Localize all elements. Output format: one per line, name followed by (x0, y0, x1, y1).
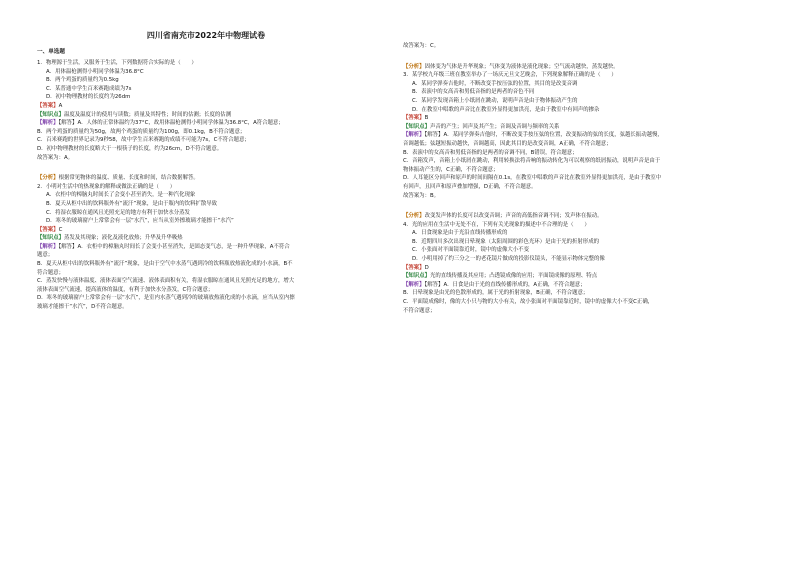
q4-option-a: A．日食现象是由于光沿直线传播形成的 (412, 230, 508, 237)
section-heading: 一、单选题 (37, 49, 65, 55)
answer-value: C (58, 226, 63, 233)
analysis-tag: 【分析】 (403, 213, 425, 220)
q4-solution-3b: 不符合题意； (403, 307, 436, 314)
q3-solution-5: 故答案为：B。 (403, 192, 440, 199)
solution-text: 【解答】A．人体的正常体温约为37°C，故用体温枪测得小明同学体温为36.8°C，A符合题意； (58, 120, 284, 127)
answer-tag: 【答案】 (37, 226, 59, 233)
q1-solution-4: D．初中物理教材的长度略大于一根筷子的长度，约为26cm，D不符合题意。 (37, 145, 223, 152)
knowledge-text: 蒸发及其现象；液化及液化放热；升华及升华吸热 (63, 235, 183, 242)
q1-option-d: D．初中物理教材的长度约为26dm (46, 94, 131, 101)
right-column (397, 0, 772, 562)
q2-knowledge-point (37, 234, 367, 243)
answer-tag: 【答案】 (37, 102, 59, 109)
q4-option-d: D．小明用掉了约三分之一的老花镜片做成的投影仪镜头，不能显示物体完整的像 (412, 256, 605, 263)
analysis-tag: 【分析】 (403, 63, 425, 70)
solution-text: 【解答】A．日食是由于光的直线传播形成的，A正确，不符合题意； (424, 281, 586, 288)
q4-solution-2: B．日晕现象是由光的色散形成的，属于光的折射现象，B正确，不符合题意； (403, 290, 589, 297)
q1-solution-1 (37, 119, 367, 128)
q3-option-d: D．在教室中唱歌的声音比在教室外显得更加洪亮，是由于教室中有回声的掺杂 (412, 106, 600, 113)
q2-solution-2b: 符合题意； (37, 269, 64, 276)
q1-stem: 1．物理源于生活，又服务于生活，下列数据符合实际的是（ ） (37, 60, 197, 66)
q3-stem: 3．某学校九年级三班在教室举办了一场庆元旦文艺晚会，下列现象解释正确的是（ ） (403, 72, 617, 79)
solution-tag: 【解析】 (403, 281, 425, 288)
q2-final-answer: 故答案为：C。 (403, 43, 440, 49)
analysis-tag: 【分析】 (37, 175, 59, 182)
paper-title: 四川省南充市2022年中物理试卷 (146, 31, 266, 40)
q3-option-c: C．某同学发现音箱上小纸屑在跳动，说明声音是由于物体振动产生的 (412, 97, 578, 104)
solution-tag: 【解析】 (403, 132, 425, 139)
answer-value: B (424, 115, 429, 122)
question-4 (403, 221, 764, 316)
question-2 (37, 183, 367, 312)
knowledge-text: 声音的产生；回声及其产生；音调及音调与频率的关系 (429, 123, 560, 130)
q2-option-a: A．衣柜中的樟脑丸时间长了会变小甚至消失，是一种汽化现象 (46, 192, 196, 199)
q1-solution-5: 故答案为：A。 (37, 154, 74, 161)
analysis-text: 固体变为气体是升华现象；气体变为液体是液化现象；空气流动越快，蒸发越快。 (424, 63, 619, 70)
q3-option-b: B．表演中的女高音和男低音指的是两者的音色不同 (412, 89, 535, 96)
solution-text: 【解答】A．某同学弹奏吉他时，不断改变手按压弦的位置，改变振动的弦的长度，弦越长振动越慢， (424, 132, 663, 139)
q2-solution-1b: 题意； (37, 252, 54, 259)
knowledge-text: 光的直线传播及其应用；凸透镜成像的应用；平面镜成像的原理、特点 (429, 273, 598, 280)
answer-tag: 【答案】 (403, 264, 425, 271)
q1-option-c: C．某普通中学生百米赛跑成绩为7s (46, 85, 132, 92)
q2-option-b: B．夏天从柜中出的饮料瓶外有“流汗”现象，是由于瓶内的饮料扩散导致 (46, 200, 218, 207)
q3-solution-1b: 音调越低；弦越短振动越快，音调越高，因此其目的是改变音调，A正确，不符合题意； (403, 140, 612, 147)
q3-solution-1 (403, 131, 764, 140)
q2-answer (37, 226, 367, 235)
q2-solution-2: B．夏天从柜中出的饮料瓶外有“流汗”现象，是由于空气中水蒸气遇到冷的饮料瓶放热液化成的小水滴，B不 (37, 261, 293, 268)
q1-solution-2: B．两个鸡蛋的质量约为50g，故两个鸡蛋的质量约为100g，即0.1kg，B不符合题意； (37, 128, 246, 135)
q2-solution-4: D．寒冬的玻璃窗户上常常会有一层“水汽”，是室内水蒸气遇到冷的玻璃放热液化成的小水滴，应当从室内擦 (37, 295, 295, 302)
q4-stem: 4．光的应用在生活中无处不在，下列有关光现象的描述中不合理的是（ ） (403, 221, 590, 228)
q1-analysis (37, 174, 367, 183)
analysis-text: 改变发声体的长度可以改变音调；声音的高低指音调不同；发声体在振动。 (424, 213, 603, 220)
q2-solution-3b: 液体表面空气流速，提高液体的温度，有利于加快水分蒸发，C符合题意； (37, 286, 214, 293)
q3-analysis (403, 212, 764, 221)
q1-knowledge-point (37, 111, 367, 120)
q3-solution-3: C．音箱发声，音箱上小纸屑在跳动，利用转换法将音响的振动转化为可以观察的纸屑振动，说明声音是由于 (403, 158, 661, 165)
answer-tag: 【答案】 (403, 115, 425, 122)
left-column (0, 0, 375, 562)
solution-tag: 【解析】 (37, 120, 59, 127)
q4-option-c: C．小张面对平面镜靠近时，镜中的虚像大小不变 (412, 247, 529, 254)
q2-option-d: D．寒冬的玻璃窗户上常常会有一层“水汽”，应当从室外擦玻璃才能擦干“水汽” (46, 218, 234, 225)
q2-option-c: C．将湿衣服晾在通风且光照充足的地方有利于加快水分蒸发 (46, 209, 190, 216)
q4-option-b: B．近期四川多次出现日晕现象（太阳周围的彩色光环）是由于光的折射形成的 (412, 238, 599, 245)
q2-analysis (403, 63, 764, 72)
knowledge-tag: 【知识点】 (37, 235, 64, 242)
q1-answer (37, 102, 367, 111)
analysis-text: 根据常见物体的温度、质量、长度和时间，结合数据解答。 (58, 175, 199, 182)
q1-solution-3: C．百米赛跑的世界记录为9秒58，故中学生百米赛跑的成绩不可能为7s，C不符合题意； (37, 137, 250, 144)
q3-option-a: A．某同学弹奏吉他时，不断改变手按压弦的位置，其目的是改变音调 (412, 80, 578, 87)
q4-solution-3: C．平面镜成像时，像的大小只与物的大小有关，故小张面对平面镜靠近时，镜中的虚像大小不变C正确， (403, 299, 654, 306)
q4-solution-1 (403, 281, 764, 290)
knowledge-tag: 【知识点】 (37, 111, 64, 118)
question-3 (403, 71, 764, 221)
q2-solution-1 (37, 243, 367, 252)
q3-solution-4b: 有回声，且回声和原声叠加增强，D正确，不符合题意。 (403, 183, 537, 190)
solution-tag: 【解析】 (37, 243, 59, 250)
answer-value: A (58, 102, 63, 109)
knowledge-tag: 【知识点】 (403, 273, 430, 280)
q1-option-b: B．两个鸡蛋的质量约为0.5kg (46, 77, 119, 84)
q2-stem: 2．小明对生活中的热现象的解释或做法正确的是（ ） (37, 183, 176, 190)
answer-value: D (424, 264, 429, 271)
q4-answer (403, 264, 764, 273)
q3-solution-2: B．表演中的女高音和男低音指的是两者的音调不同，B错误，符合题意； (403, 149, 578, 156)
knowledge-tag: 【知识点】 (403, 123, 430, 130)
q3-knowledge-point (403, 123, 764, 132)
q3-answer (403, 114, 764, 123)
q3-solution-3b: 物体振动产生的，C正确，不符合题意； (403, 166, 499, 173)
q3-solution-4: D．人耳能区分回声和原声的时间间隔在0.1s，在教室中唱歌的声音比在教室外显得更加洪亮，是由于教室中 (403, 175, 662, 182)
q2-solution-3: C．蒸发快慢与液体温度、液体表面空气流速、液体表面积有关，将湿衣服晾在通风且光照充足的地方，增大 (37, 278, 295, 285)
solution-text: 【解答】A．衣柜中的樟脑丸时间长了会变小甚至消失，是固态变气态，是一种升华现象，A不符合 (58, 243, 290, 250)
question-1 (37, 59, 367, 183)
q1-option-a: A．用体温枪测得小明同学体温为36.8°C (46, 68, 144, 75)
knowledge-text: 温度及温度计的使用与读数；质量及其特性；时间的估测；长度的估测 (63, 111, 232, 118)
q2-solution-4b: 玻璃才能擦干“水汽”，D不符合题意。 (37, 304, 128, 311)
q4-knowledge-point (403, 272, 764, 281)
